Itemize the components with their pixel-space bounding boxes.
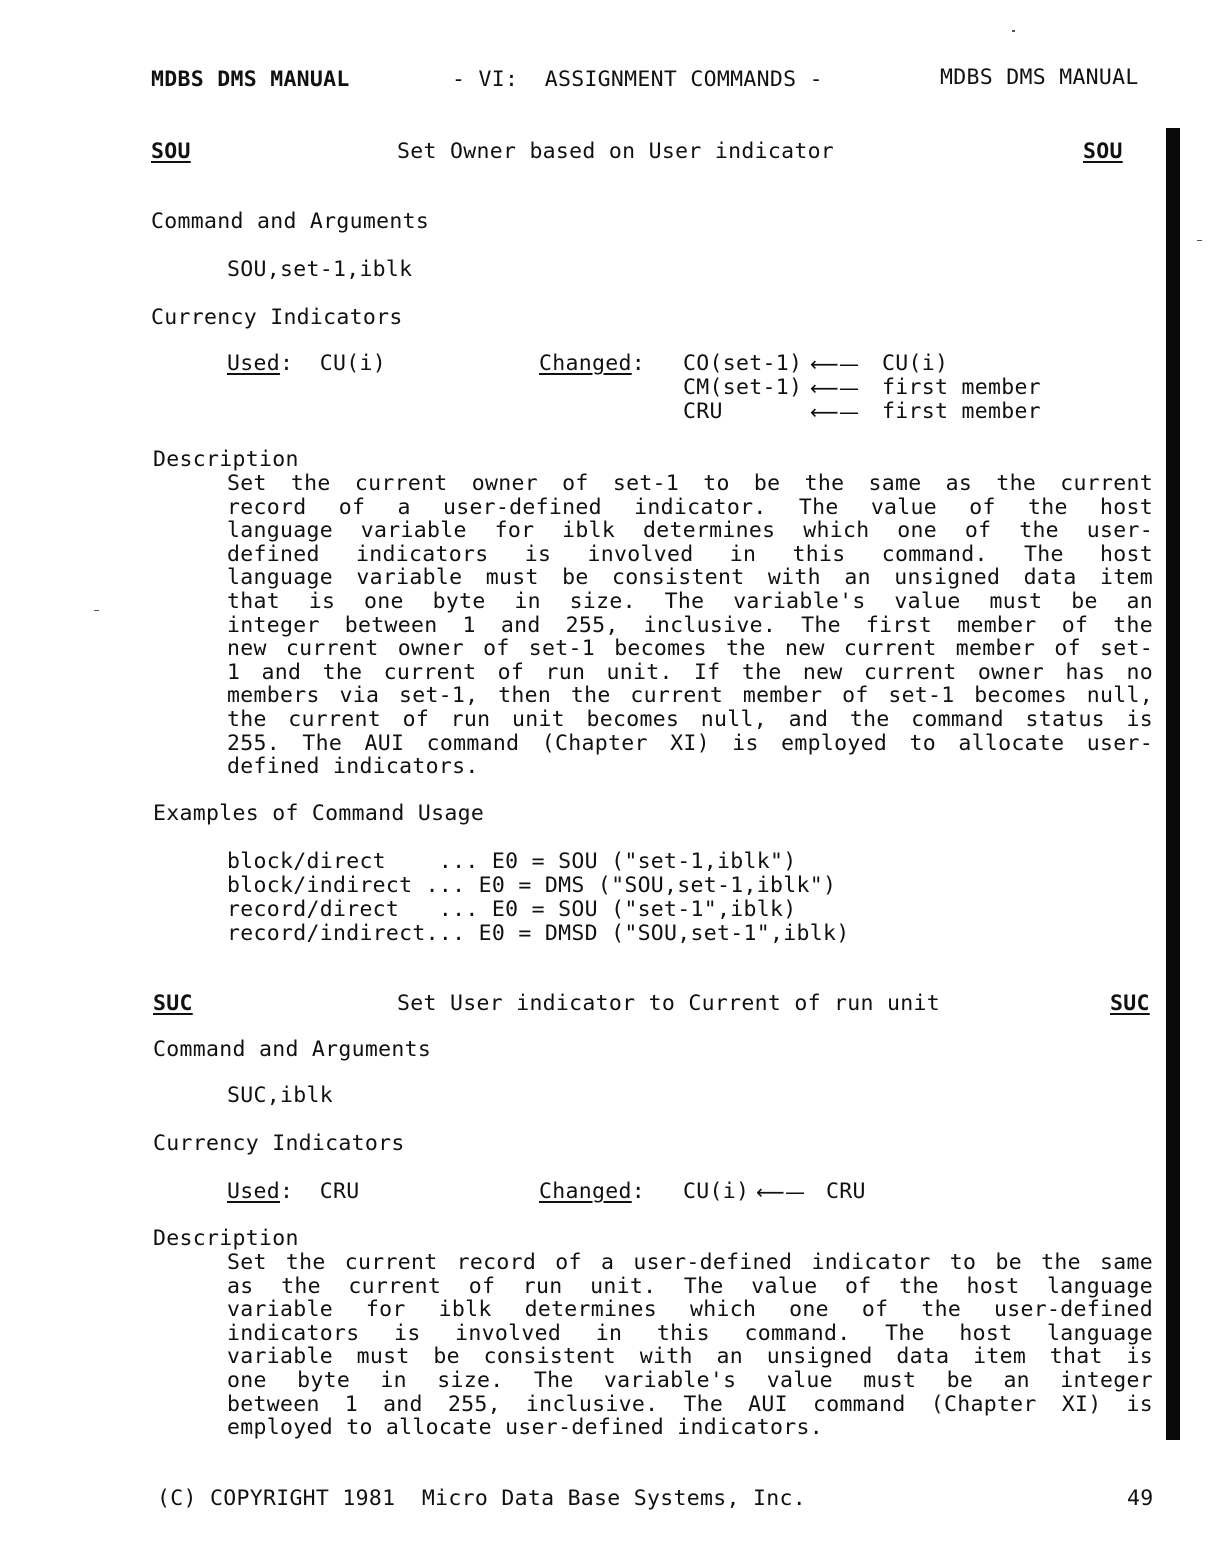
- sou-changed-left-2: CRU: [683, 399, 723, 424]
- suc-desc-line: employed to allocate user-defined indicators.: [227, 1415, 823, 1441]
- page-number: 49: [1127, 1486, 1154, 1511]
- sou-used: Used: CU(i): [227, 351, 386, 376]
- sou-desc-line: language variable for iblk determines which one of the user-: [227, 518, 1153, 544]
- suc-changed-left-0: CU(i): [683, 1179, 750, 1204]
- suc-desc-line: indicators is involved in this command. The host language: [227, 1320, 1153, 1346]
- scan-speck: [94, 610, 99, 611]
- sou-desc-line: 1 and the current of run unit. If the new current owner has no: [227, 659, 1153, 685]
- sou-changed-left-1: CM(set-1): [683, 375, 803, 400]
- sou-desc-line: new current owner of set-1 becomes the new current member of set-: [227, 636, 1153, 662]
- suc-desc-line: between 1 and 255, inclusive. The AUI command (Chapter XI) is: [227, 1391, 1153, 1417]
- suc-code-left: SUC: [153, 991, 193, 1016]
- sou-examples-heading: Examples of Command Usage: [153, 801, 485, 826]
- change-bar: [1166, 128, 1180, 1440]
- sou-desc-line: Set the current owner of set-1 to be the same as the current: [227, 471, 1153, 496]
- sou-desc-line: members via set-1, then the current member of set-1 becomes null,: [227, 683, 1153, 709]
- sou-changed-left-0: CO(set-1): [683, 351, 803, 376]
- suc-desc-line: variable must be consistent with an unsigned data item that is: [227, 1344, 1153, 1370]
- sou-example-1: block/indirect ... E0 = DMS ("SOU,set-1,iblk"): [227, 873, 837, 898]
- sou-changed-right-2: first member: [882, 399, 1041, 424]
- sou-args: SOU,set-1,iblk: [227, 257, 413, 282]
- sou-desc-line: defined indicators.: [227, 754, 479, 780]
- suc-args: SUC,iblk: [227, 1083, 333, 1108]
- suc-desc-line: one byte in size. The variable's value must be an integer: [227, 1368, 1153, 1393]
- sou-desc-line: defined indicators is involved in this command. The host: [227, 541, 1153, 567]
- left-arrow-icon: ⟵—: [756, 1180, 806, 1204]
- sou-desc-line: language variable must be consistent with an unsigned data item: [227, 565, 1153, 591]
- suc-args-heading: Command and Arguments: [153, 1037, 432, 1062]
- suc-changed-label: Changed: [539, 1179, 632, 1204]
- sou-example-2: record/direct ... E0 = SOU ("set-1",iblk): [227, 897, 797, 922]
- sou-desc-line: that is one byte in size. The variable's value must be an: [227, 589, 1153, 614]
- suc-code-right: SUC: [1110, 991, 1150, 1016]
- sou-currency-heading: Currency Indicators: [151, 305, 403, 330]
- suc-desc-line: Set the current record of a user-defined indicator to be the same: [227, 1250, 1153, 1275]
- suc-used-label: Used: [227, 1179, 280, 1204]
- sou-example-3: record/indirect... E0 = DMSD ("SOU,set-1",iblk): [227, 921, 850, 946]
- sou-desc-line: record of a user-defined indicator. The value of the host: [227, 494, 1153, 520]
- left-arrow-icon: ⟵—: [810, 352, 860, 376]
- header-left: MDBS DMS MANUAL: [151, 67, 350, 92]
- suc-title: Set User indicator to Current of run unit: [397, 991, 941, 1016]
- suc-currency-heading: Currency Indicators: [153, 1131, 405, 1156]
- sou-args-heading: Command and Arguments: [151, 209, 430, 234]
- sou-changed-label: Changed: [539, 351, 632, 376]
- sou-changed: Changed:: [539, 351, 645, 376]
- sou-code-right: SOU: [1083, 139, 1123, 164]
- sou-desc-line: the current of run unit becomes null, and the command status is: [227, 707, 1153, 732]
- header-center: - VI: ASSIGNMENT COMMANDS -: [452, 67, 823, 92]
- suc-desc-line: variable for iblk determines which one of the user-defined: [227, 1297, 1153, 1323]
- sou-desc-line: integer between 1 and 255, inclusive. The first member of the: [227, 612, 1153, 638]
- scan-speck: [1197, 240, 1202, 241]
- sou-desc-line: 255. The AUI command (Chapter XI) is employed to allocate user-: [227, 730, 1153, 756]
- sou-title: Set Owner based on User indicator: [397, 139, 835, 164]
- left-arrow-icon: ⟵—: [810, 400, 860, 424]
- sou-example-0: block/direct ... E0 = SOU ("set-1,iblk"): [227, 849, 797, 874]
- left-arrow-icon: ⟵—: [810, 376, 860, 400]
- suc-desc-line: as the current of run unit. The value of the host language: [227, 1273, 1153, 1299]
- suc-changed-right-0: CRU: [826, 1179, 866, 1204]
- suc-changed: Changed:: [539, 1179, 645, 1204]
- sou-desc-heading: Description: [153, 447, 299, 472]
- sou-used-label: Used: [227, 351, 280, 376]
- sou-used-value: CU(i): [319, 351, 386, 376]
- suc-used-value: CRU: [319, 1179, 360, 1204]
- header-right: MDBS DMS MANUAL: [940, 65, 1139, 90]
- sou-changed-right-1: first member: [882, 375, 1041, 400]
- sou-code-left: SOU: [151, 139, 191, 164]
- scan-speck: [1012, 30, 1015, 32]
- suc-used: Used: CRU: [227, 1179, 360, 1204]
- footer-copyright: (C) COPYRIGHT 1981 Micro Data Base Systems, Inc.: [157, 1486, 806, 1511]
- suc-desc-heading: Description: [153, 1226, 299, 1251]
- sou-changed-right-0: CU(i): [882, 351, 949, 376]
